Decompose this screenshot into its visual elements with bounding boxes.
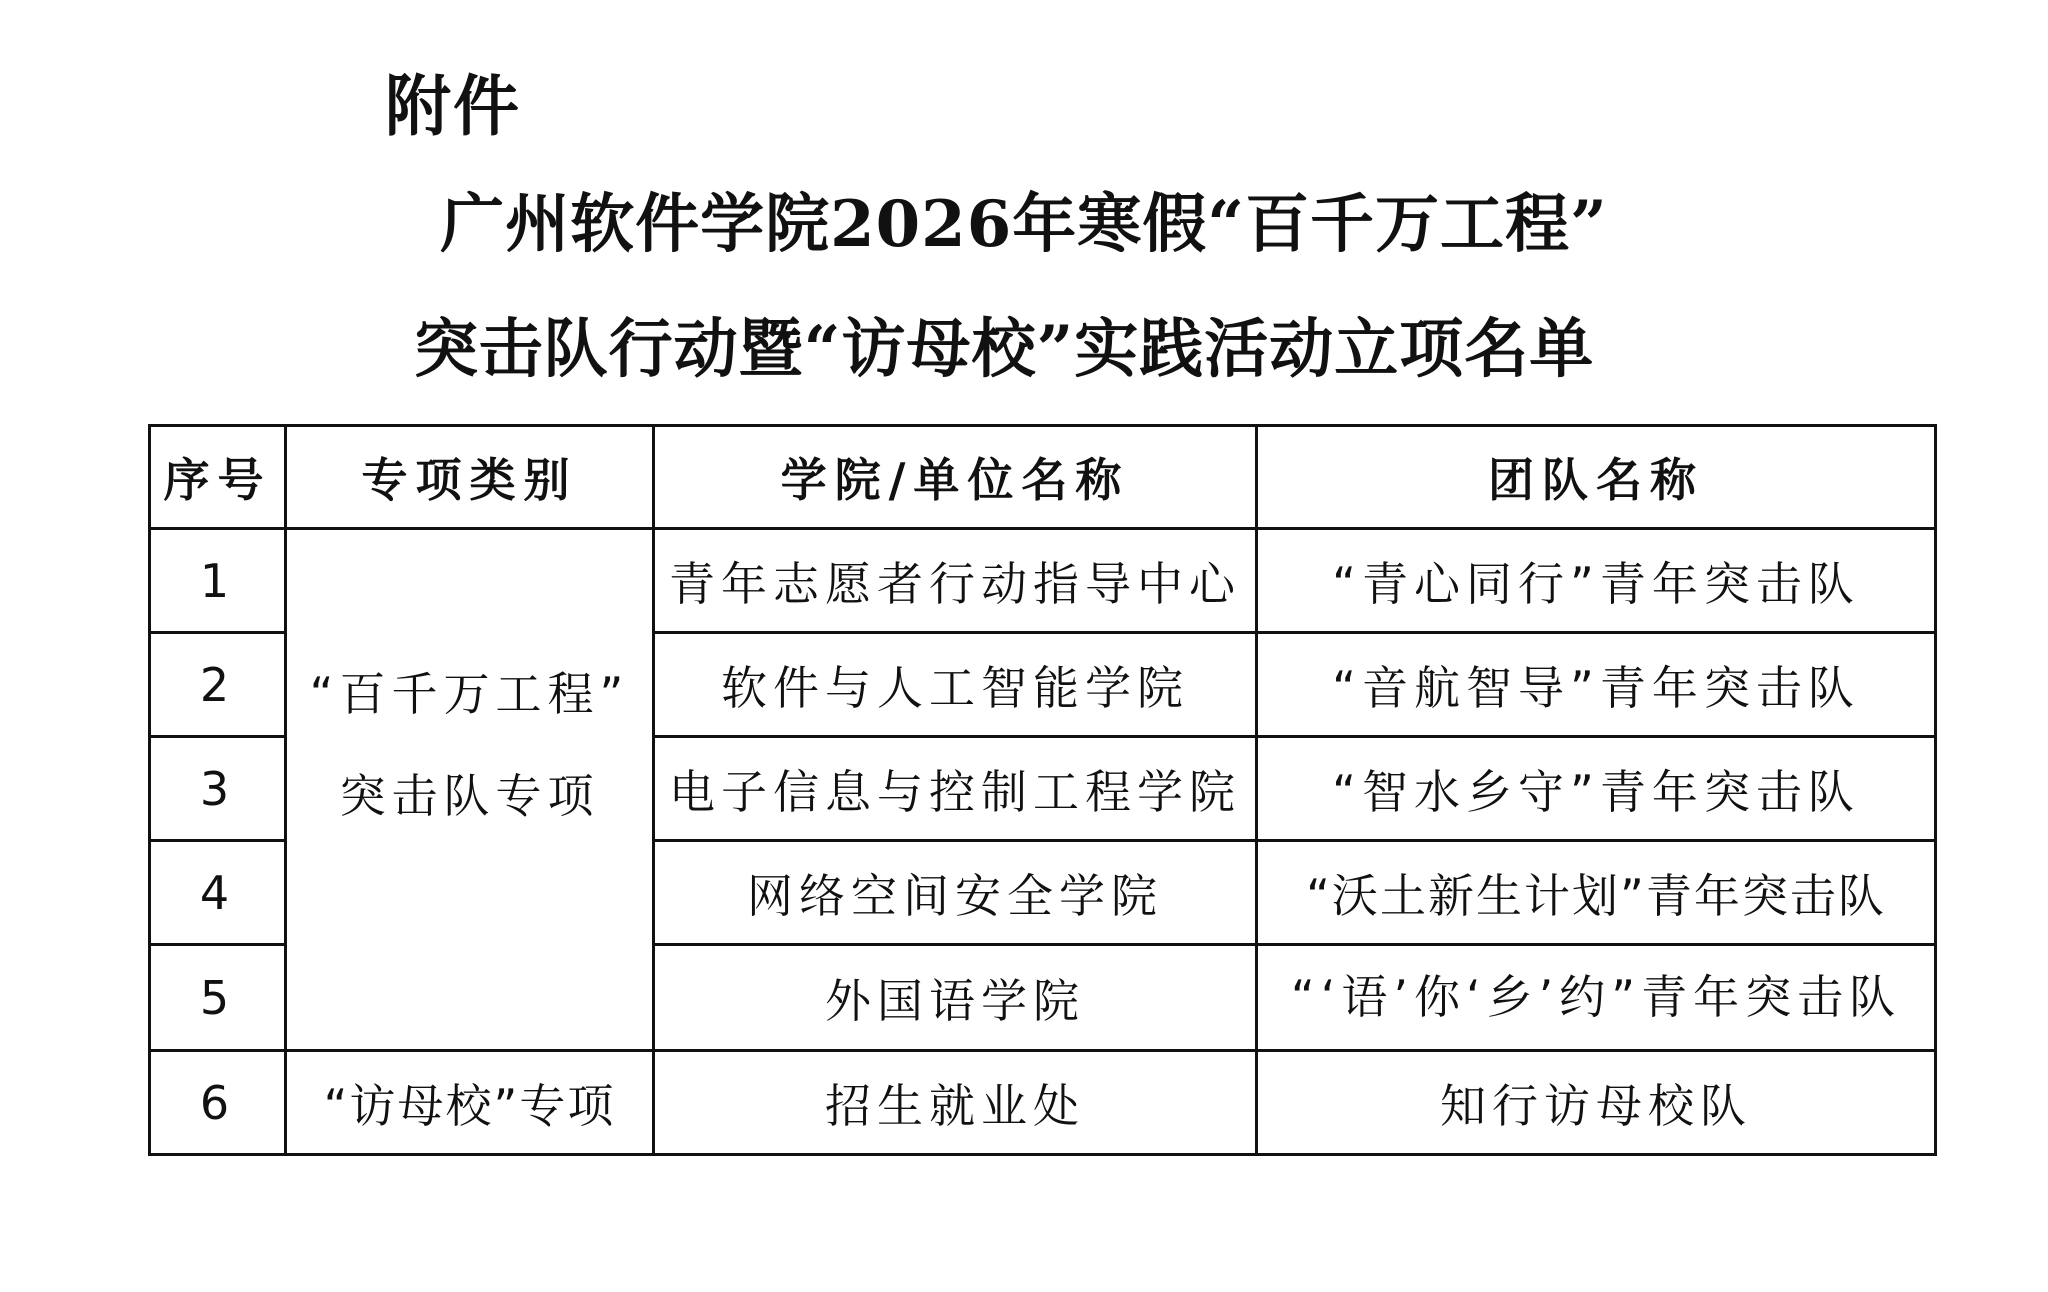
category-cell <box>286 529 654 1051</box>
unit-name: 网络空间安全学院 <box>654 841 1257 945</box>
document-title-line-1: 广州软件学院2026年寒假“百千万工程” <box>440 187 1608 262</box>
team-name: “智水乡守”青年突击队 <box>1257 737 1936 841</box>
table-row <box>150 529 1936 633</box>
team-name: “‘语’你‘乡’约”青年突击队 <box>1257 945 1936 1051</box>
row-number: 3 <box>150 737 286 841</box>
unit-name: 电子信息与控制工程学院 <box>654 737 1257 841</box>
project-list-table <box>148 424 1937 1156</box>
row-number: 6 <box>150 1051 286 1155</box>
unit-name: 软件与人工智能学院 <box>654 633 1257 737</box>
table-row <box>150 1051 1936 1155</box>
category-label-line-1: “百千万工程” <box>309 666 630 721</box>
team-name: “青心同行”青年突击队 <box>1257 529 1936 633</box>
row-number: 1 <box>150 529 286 633</box>
unit-name: 招生就业处 <box>654 1051 1257 1155</box>
team-name: “音航智导”青年突击队 <box>1257 633 1936 737</box>
header-serial-number: 序号 <box>150 426 286 529</box>
annex-label: 附件 <box>385 68 521 145</box>
category-cell: “访母校”专项 <box>286 1051 654 1155</box>
row-number: 2 <box>150 633 286 737</box>
category-label-line-2: 突击队专项 <box>339 768 600 823</box>
team-name: “沃土新生计划”青年突击队 <box>1257 841 1936 945</box>
header-team-name: 团队名称 <box>1257 426 1936 529</box>
table-header-row <box>150 426 1936 529</box>
unit-name: 青年志愿者行动指导中心 <box>654 529 1257 633</box>
row-number: 4 <box>150 841 286 945</box>
row-number: 5 <box>150 945 286 1051</box>
unit-name: 外国语学院 <box>654 945 1257 1051</box>
team-name: 知行访母校队 <box>1257 1051 1936 1155</box>
header-category: 专项类别 <box>286 426 654 529</box>
header-unit-name: 学院/单位名称 <box>654 426 1257 529</box>
document-title-line-2: 突击队行动暨“访母校”实践活动立项名单 <box>413 312 1595 387</box>
